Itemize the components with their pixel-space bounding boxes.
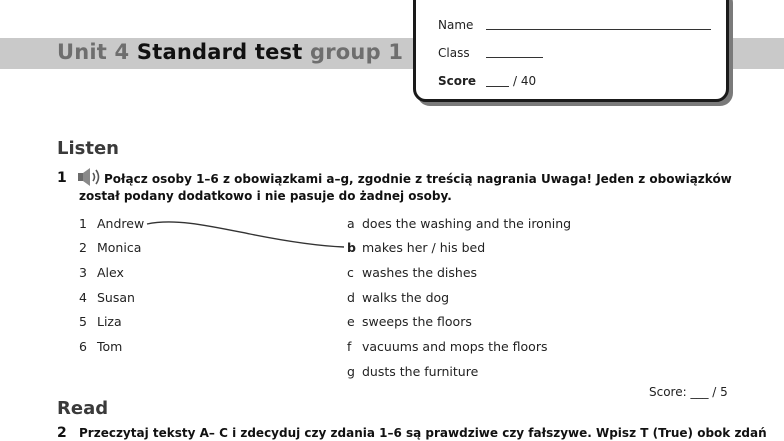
chore-letter: d <box>347 290 355 305</box>
chore-text: does the washing and the ironing <box>362 216 572 231</box>
chore-text: vacuums and mops the floors <box>362 339 548 354</box>
exercise-2-instruction-line1: Przeczytaj teksty A– C i zdecyduj czy zdania 1–6 są prawdziwe czy fałszywe. Wpisz T (True) obok zdań <box>79 426 767 440</box>
chore-text: walks the dog <box>362 290 450 305</box>
chore-text: makes her / his bed <box>362 240 486 255</box>
person-name: Alex <box>97 265 124 280</box>
score-label: Score <box>438 74 477 88</box>
title-group: group 1 <box>310 40 404 64</box>
read-heading: Read <box>57 398 109 419</box>
exercise-1-instruction-line1: Połącz osoby 1–6 z obowiązkami a–g, zgodnie z treścią nagrania Uwaga! Jeden z obowiązków <box>104 172 732 186</box>
chore-text: dusts the furniture <box>362 364 479 379</box>
person-number: 2 <box>79 240 87 255</box>
name-label: Name <box>438 18 474 32</box>
person-name: Monica <box>97 240 142 255</box>
person-name: Susan <box>97 290 135 305</box>
title-main: Standard test <box>136 40 303 64</box>
person-number: 4 <box>79 290 87 305</box>
person-number: 1 <box>79 216 87 231</box>
exercise-1-number: 1 <box>57 170 67 186</box>
person-number: 6 <box>79 339 87 354</box>
chore-letter: e <box>347 314 355 329</box>
chore-letter: b <box>347 240 356 255</box>
chore-text: sweeps the floors <box>362 314 472 329</box>
chore-letter: g <box>347 364 355 379</box>
chore-letter: f <box>347 339 352 354</box>
chore-letter: a <box>347 216 355 231</box>
person-name: Liza <box>97 314 122 329</box>
exercise-1-score: Score: ___ / 5 <box>649 385 728 399</box>
chore-letter: c <box>347 265 354 280</box>
person-name: Tom <box>97 339 123 354</box>
person-number: 3 <box>79 265 87 280</box>
unit-label: Unit 4 <box>57 40 130 64</box>
chore-text: washes the dishes <box>362 265 478 280</box>
exercise-2-number: 2 <box>57 425 67 441</box>
score-total: / 40 <box>513 74 537 88</box>
person-number: 5 <box>79 314 87 329</box>
class-label: Class <box>438 46 470 60</box>
listen-heading: Listen <box>57 138 119 159</box>
person-name: Andrew <box>97 216 145 231</box>
exercise-1-instruction-line2: został podany dodatkowo i nie pasuje do żadnej osoby. <box>79 189 452 203</box>
